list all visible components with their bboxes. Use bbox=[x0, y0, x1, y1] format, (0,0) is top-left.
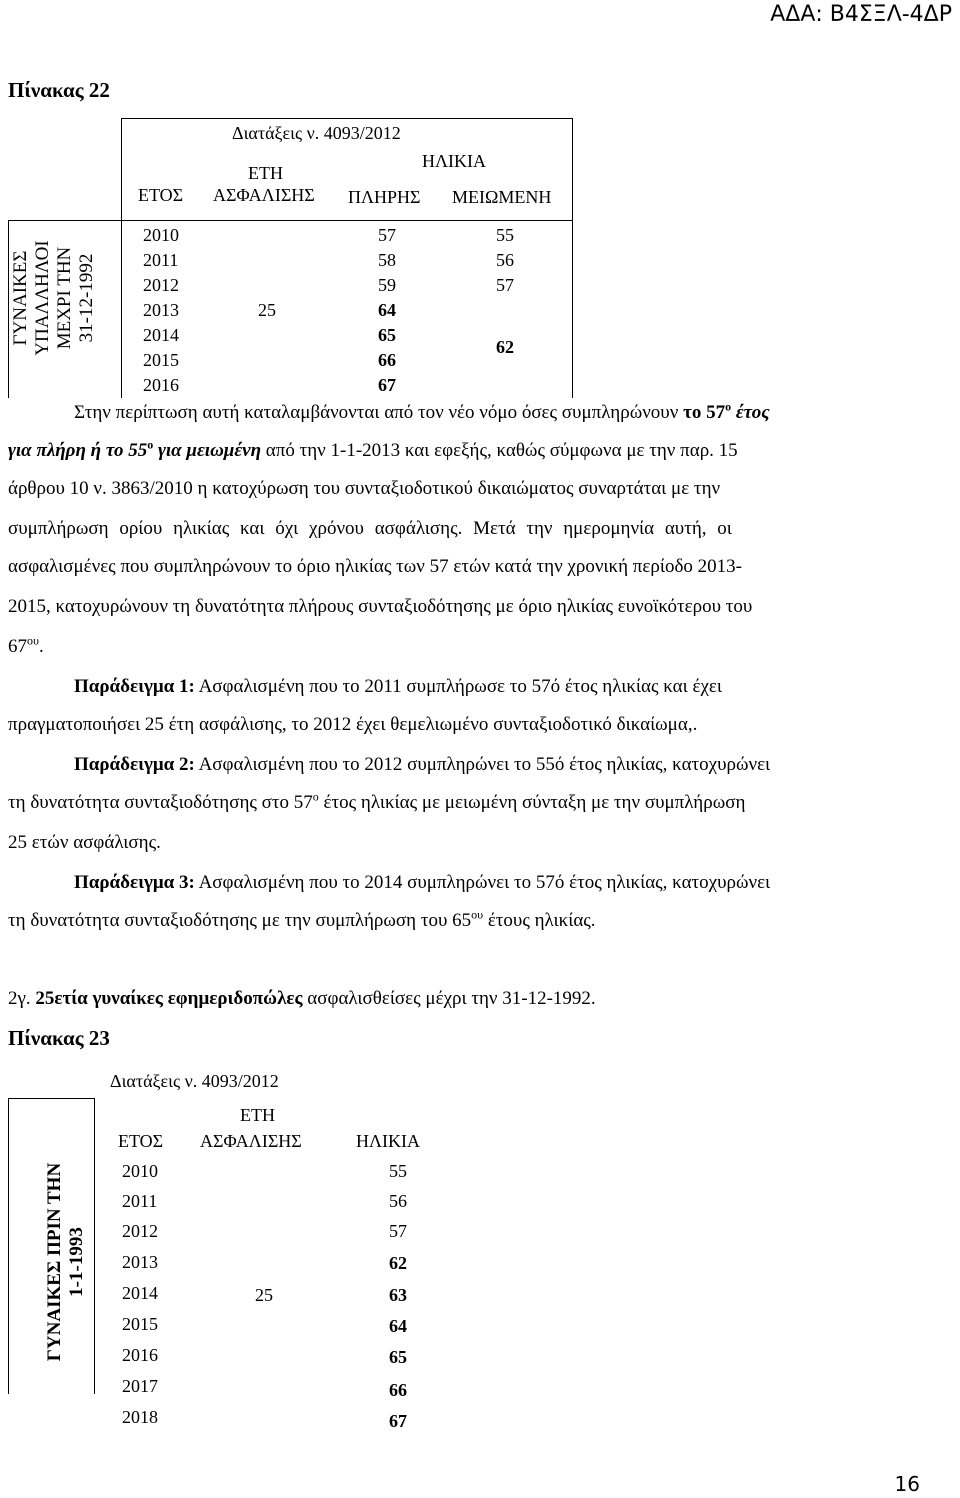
table-22-year: 2014 bbox=[143, 325, 179, 345]
table-23-year: 2018 bbox=[122, 1407, 158, 1427]
paragraph-1-line-5: ασφαλισμένες που συμπληρώνουν το όριο ηλικίας των 57 ετών κατά την χρονική περίοδο 2013- bbox=[8, 556, 742, 577]
table-22-caption: Πίνακας 22 bbox=[8, 78, 110, 102]
table-22-reduced-age: 55 bbox=[496, 225, 514, 245]
table-23-age: 67 bbox=[389, 1411, 407, 1431]
superscript: ου bbox=[27, 633, 39, 648]
table-22-year: 2016 bbox=[143, 375, 179, 395]
table-23-col-age: ΗΛΙΚΙΑ bbox=[356, 1131, 421, 1151]
table-22-year: 2011 bbox=[143, 250, 179, 270]
table-22-year: 2015 bbox=[143, 350, 179, 370]
table-22-reduced-age: 56 bbox=[496, 250, 514, 270]
table-23-year: 2013 bbox=[122, 1252, 158, 1272]
text: έτος ηλικίας με μειωμένη σύνταξη με την συμπλήρωση bbox=[323, 792, 746, 813]
paragraph-1-line-7 bbox=[8, 633, 44, 658]
table-23-age: 57 bbox=[389, 1221, 407, 1241]
table-22-year: 2013 bbox=[143, 300, 179, 320]
text: 67 bbox=[8, 636, 27, 657]
table-23-year: 2010 bbox=[122, 1161, 158, 1181]
table-22-full-age: 66 bbox=[378, 350, 396, 370]
example-2-line-2 bbox=[8, 789, 746, 814]
paragraph-1-line-3: άρθρου 10 ν. 3863/2010 η κατοχύρωση του συνταξιοδοτικού δικαιώματος συναρτάται με την bbox=[8, 478, 721, 499]
table-23-age: 56 bbox=[389, 1191, 407, 1211]
table-23-side-label bbox=[44, 1162, 104, 1362]
table-22-full-age: 65 bbox=[378, 325, 396, 345]
example-2-line-3: 25 ετών ασφάλισης. bbox=[8, 832, 161, 853]
table-23-age: 65 bbox=[389, 1347, 407, 1367]
table-22-year: 2010 bbox=[143, 225, 179, 245]
table-22-full-age: 67 bbox=[378, 375, 396, 395]
example-3-label: Παράδειγμα 3: bbox=[74, 872, 195, 893]
table-22-year: 2012 bbox=[143, 275, 179, 295]
text: τη δυνατότητα συνταξιοδότησης στο 57 bbox=[8, 792, 313, 813]
text: τη δυνατότητα συνταξιοδότησης με την συμπλήρωση του 65 bbox=[8, 910, 472, 931]
paragraph-1-line-4: συμπλήρωση ορίου ηλικίας και όχι χρόνου ασφάλισης. Μετά την ημερομηνία αυτή, οι bbox=[8, 518, 732, 539]
table-22-col-reduced: ΜΕΙΩΜΕΝΗ bbox=[452, 187, 552, 207]
example-3-line-2 bbox=[8, 907, 596, 932]
table-22-reduced-merged: 62 bbox=[496, 337, 514, 357]
example-2-label: Παράδειγμα 2: bbox=[74, 754, 195, 775]
superscript: ο bbox=[312, 789, 319, 804]
text: ασφαλισθείσες μέχρι την 31-12-1992. bbox=[307, 988, 596, 1009]
table-22-col-full: ΠΛΗΡΗΣ bbox=[348, 187, 421, 207]
text: Ασφαλισμένη που το 2011 συμπλήρωσε το 57ό έτος ηλικίας και έχει bbox=[198, 676, 722, 697]
table-23-side-top bbox=[8, 1098, 95, 1099]
table-23-age: 66 bbox=[389, 1380, 407, 1400]
text-bold: για μειωμένη bbox=[157, 440, 262, 461]
text-bold: έτος bbox=[735, 402, 770, 423]
text-bold: το 57 bbox=[683, 402, 726, 423]
table-22-full-age: 58 bbox=[378, 250, 396, 270]
table-23-age: 63 bbox=[389, 1285, 407, 1305]
table-22-col-insurance-l1: ΕΤΗ bbox=[248, 163, 283, 183]
side-label-line: ΥΠΑΛΛΗΛΟΙ bbox=[32, 240, 53, 356]
table-23-year: 2012 bbox=[122, 1221, 158, 1241]
text: Ασφαλισμένη που το 2012 συμπληρώνει το 55ό έτος ηλικίας, κατοχυρώνει bbox=[198, 754, 771, 775]
example-1-line-1 bbox=[74, 676, 722, 698]
table-23-insurance-years: 25 bbox=[255, 1285, 273, 1305]
table-22-right-border bbox=[572, 118, 573, 398]
table-22-full-age: 64 bbox=[378, 300, 396, 320]
text-bold: 25ετία γυναίκες εφημεριδοπώλες bbox=[35, 988, 303, 1009]
text: έτους ηλικίας. bbox=[487, 910, 596, 931]
table-23-age: 62 bbox=[389, 1253, 407, 1273]
table-23-col-insurance-l1: ΕΤΗ bbox=[240, 1105, 275, 1125]
text: Στην περίπτωση αυτή καταλαμβάνονται από τον νέο νόμο όσες συμπληρώνουν bbox=[74, 402, 679, 423]
table-23-col-insurance-l2: ΑΣΦΑΛΙΣΗΣ bbox=[200, 1131, 302, 1151]
superscript: ο bbox=[725, 399, 732, 414]
table-23-caption: Πίνακας 23 bbox=[8, 1026, 110, 1050]
table-23-group-header: Διατάξεις ν. 4093/2012 bbox=[110, 1071, 279, 1091]
table-23-side-border bbox=[8, 1098, 9, 1394]
table-22-insurance-years: 25 bbox=[258, 300, 276, 320]
table-22-col-insurance-l2: ΑΣΦΑΛΙΣΗΣ bbox=[213, 185, 315, 205]
example-3-line-1 bbox=[74, 872, 770, 894]
paragraph-1-line-6: 2015, κατοχυρώνουν τη δυνατότητα πλήρους συνταξιοδότησης με όριο ηλικίας ευνοϊκότερου του bbox=[8, 596, 753, 617]
superscript: ο bbox=[147, 437, 154, 452]
table-23-year: 2014 bbox=[122, 1283, 158, 1303]
table-22-left-border bbox=[121, 118, 122, 398]
section-2g-heading bbox=[8, 988, 596, 1010]
side-label-line: 31-12-1992 bbox=[76, 253, 97, 343]
table-22-full-age: 59 bbox=[378, 275, 396, 295]
side-label-line: ΜΕΧΡΙ ΤΗΝ bbox=[54, 246, 75, 350]
table-22-side-label bbox=[10, 220, 106, 376]
section-number: 2γ. bbox=[8, 988, 31, 1009]
paragraph-1-line-2 bbox=[8, 437, 738, 462]
table-22-side-border bbox=[8, 220, 9, 398]
ada-code: ΑΔΑ: Β4ΣΞΛ-4ΔΡ bbox=[770, 2, 952, 27]
paragraph-1-line-1 bbox=[74, 399, 770, 424]
superscript: ου bbox=[471, 907, 484, 922]
table-22-full-age: 57 bbox=[378, 225, 396, 245]
side-label-line: ΓΥΝΑΙΚΕΣ bbox=[10, 250, 31, 346]
table-22-col-year: ΕΤΟΣ bbox=[138, 185, 184, 205]
side-label-line: 1-1-1993 bbox=[66, 1227, 87, 1297]
table-22-top-border bbox=[121, 118, 573, 119]
example-2-line-1 bbox=[74, 754, 770, 776]
table-23-age: 64 bbox=[389, 1316, 407, 1336]
page-number: 16 bbox=[894, 1472, 920, 1496]
table-23-year: 2016 bbox=[122, 1345, 158, 1365]
table-22-col-age: ΗΛΙΚΙΑ bbox=[422, 151, 487, 171]
text-bold: για πλήρη ή το 55 bbox=[8, 440, 148, 461]
text: . bbox=[38, 636, 44, 657]
side-label-line: ΓΥΝΑΙΚΕΣ ΠΡΙΝ ΤΗΝ bbox=[44, 1162, 65, 1362]
table-23-year: 2015 bbox=[122, 1314, 158, 1334]
table-23-age: 55 bbox=[389, 1161, 407, 1181]
table-23-col-year: ΕΤΟΣ bbox=[118, 1131, 164, 1151]
table-22-reduced-age: 57 bbox=[496, 275, 514, 295]
example-1-label: Παράδειγμα 1: bbox=[74, 676, 195, 697]
table-22-group-header: Διατάξεις ν. 4093/2012 bbox=[232, 123, 401, 143]
example-1-line-2: πραγματοποιήσει 25 έτη ασφάλισης, το 2012 έχει θεμελιωμένο συνταξιοδοτικό δικαίωμα,. bbox=[8, 714, 698, 735]
table-23-year: 2017 bbox=[122, 1376, 158, 1396]
text: Ασφαλισμένη που το 2014 συμπληρώνει το 57ό έτος ηλικίας, κατοχυρώνει bbox=[198, 872, 771, 893]
table-23-year: 2011 bbox=[122, 1191, 158, 1211]
text: από την 1-1-2013 και εφεξής, καθώς σύμφωνα με την παρ. 15 bbox=[265, 440, 738, 461]
